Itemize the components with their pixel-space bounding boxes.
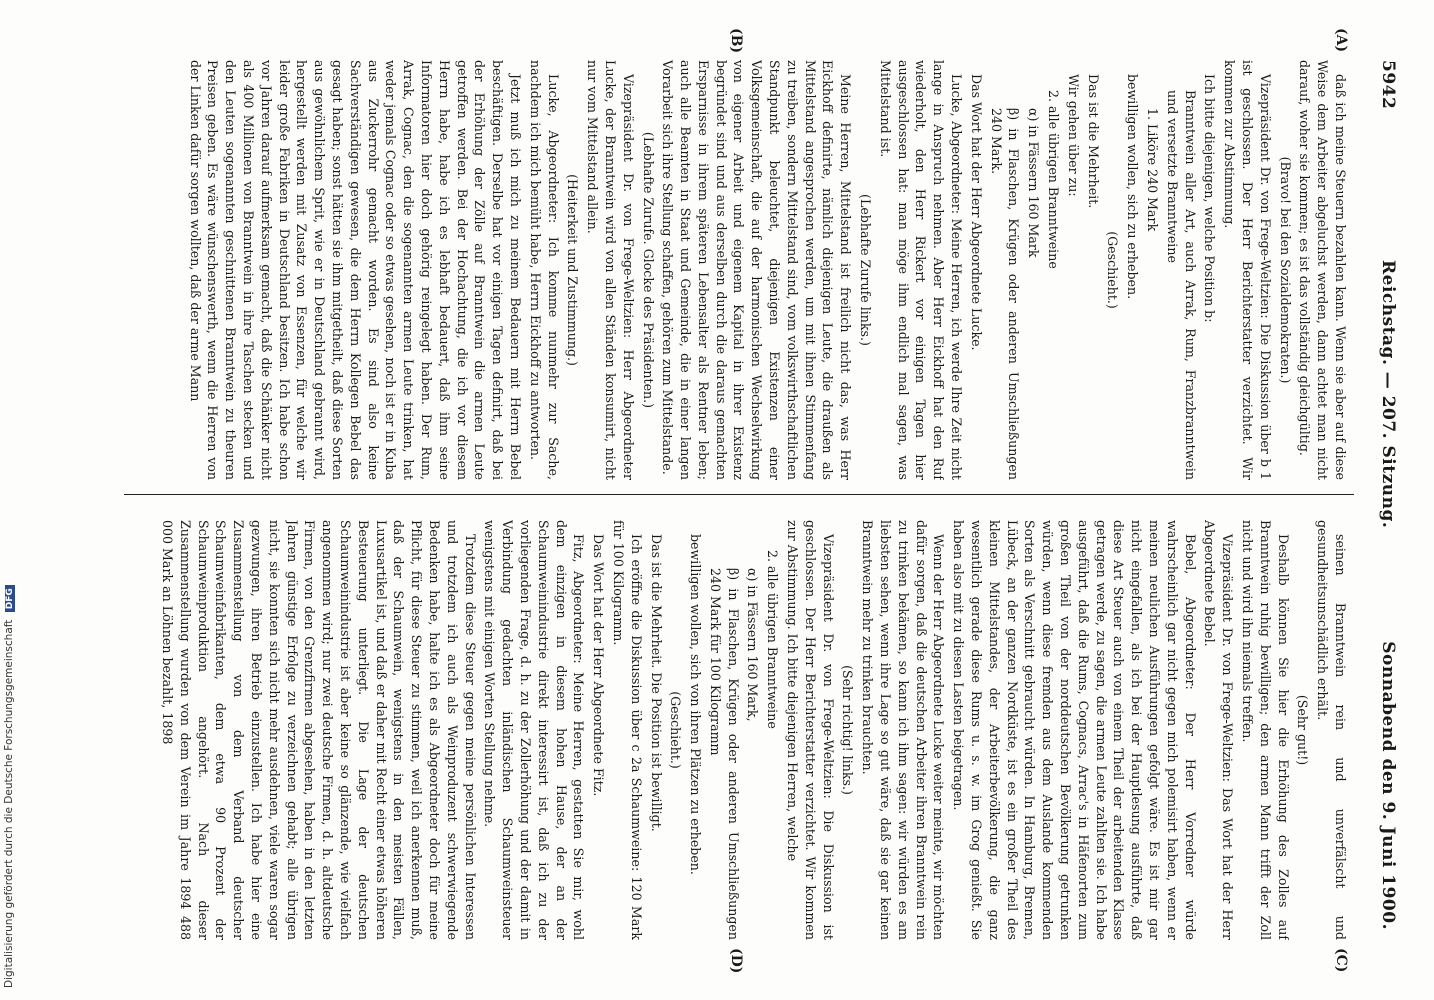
paragraph: Lucke, Abgeordneter: Meine Herren, ich werde Ihre Zeit nicht lange in Anspruch nehmen. Aber Herr Eickhoff hat den Ruf wiederholt, den Herr Rickert vor einigen Tagen hier ausgeschlossen hat: man möge ihm endlich mal sagen, was Mittelstand ist. xyxy=(877,60,965,480)
interjection: (Lebhafte Zurufe links.) xyxy=(858,194,874,346)
paragraph: Ich eröffne die Diskussion über c 2a Schaumweine: 120 Mark für 100 Kilogramm. xyxy=(610,520,644,940)
paragraph: Das Wort hat der Herr Abgeordnete Fitz. xyxy=(591,534,607,797)
interjection: (Heiterkeit und Zustimmung.) xyxy=(565,174,581,366)
paragraph: Lucke, Abgeordneter: Ich komme nunmehr zur Sache, nachdem ich mich bemüht habe, Herrn Eickhoff zu antworten. xyxy=(527,60,561,480)
page-number: 5942 xyxy=(1378,60,1398,110)
paragraph: Vizepräsident Dr. von Frege-Weltzien: Herr Abgeordneter Lucke, der Branntwein wird von allen Ständen konsumirt, nicht nur vom Mittelstand allein. xyxy=(585,60,636,480)
tariff-item: Branntwein aller Art, auch Arrak, Rum, Franzbranntwein und versetzte Branntweine xyxy=(1164,90,1198,480)
tariff-item: 2. alle übrigen Branntweine xyxy=(1046,90,1062,269)
paragraph: Das Wort hat der Herr Abgeordnete Lucke. xyxy=(968,74,984,351)
tariff-item: α) in Fässern 160 Mark xyxy=(1026,108,1042,258)
column-divider xyxy=(124,494,1354,495)
margin-marker-a: (A) xyxy=(1333,28,1349,53)
paragraph: Wenn der Herr Abgeordnete Lucke weiter meinte, wir möchten dafür sorgen, daß die deutschen Arbeiter ihren Branntwein rein zu trinken bekämen, so kann ich ihm sagen: wir würden es am liebsten sehen, wenn ihre Lage so gut wäre, daß sie gar keinen Branntwein mehr zu trinken brauchten. xyxy=(860,520,947,940)
margin-marker-d: (D) xyxy=(728,948,744,974)
paragraph: Fitz, Abgeordneter: Meine Herren, gestatten Sie mir, wohl dem einzigen in diesem hohen Hause, der an der Schaumweinindustrie direkt interessirt ist, daß ich zu der vorliegenden Frage, d. h. zu der Zollerhöhung und der damit in Verbindung gedachten inländischen Schaumweinsteuer wenigstens mit einigen Worten Stellung nehme. xyxy=(482,520,587,940)
interjection: (Sehr richtig! links.) xyxy=(840,665,856,795)
digitization-footer xyxy=(0,0,18,1000)
paragraph: Wir gehen über zu: xyxy=(1065,74,1081,197)
margin-marker-b: (B) xyxy=(728,28,744,54)
session-title: Reichstag. — 207. Sitzung. xyxy=(1378,260,1398,529)
tariff-item: 2. alle übrigen Branntweine xyxy=(765,550,781,729)
paragraph: bewilligen wollen, sich von ihren Plätzen zu erheben. xyxy=(688,534,704,875)
interjection: (Geschieht.) xyxy=(668,691,684,769)
footer-text: Digitalisierung gefördert durch die Deutsche Forschungsgemeinschaft xyxy=(3,619,15,988)
paragraph: Ich bitte diejenigen, welche Position b: xyxy=(1202,74,1218,323)
dfg-logo: DFG xyxy=(5,585,15,612)
interjection: (Sehr gut!) xyxy=(1295,694,1311,766)
right-column xyxy=(159,520,1349,940)
tariff-item: β) in Flaschen, Krügen oder anderen Umschließungen 240 Mark für 100 Kilogramm xyxy=(707,568,741,940)
left-column xyxy=(159,60,1349,480)
paragraph: Vizepräsident Dr. von Frege-Weltzien: Das Wort hat der Herr Abgeordnete Bebel. xyxy=(1202,520,1236,940)
paragraph: Vizepräsident Dr. von Frege-Weltzien: Die Diskussion ist geschlossen. Der Herr Berichterstatter verzichtet. Wir kommen zur Abstimmung. Ich bitte diejenigen Herren, welche xyxy=(785,520,836,940)
paragraph: Bebel, Abgeordneter: Der Herr Vorredner würde wahrscheinlich gar nicht gegen mich polemisirt haben, wenn er meinen neulichen Ausführungen gefolgt wäre. Es ist mir gar nicht eingefallen, als ich bei der Hauptlesung ausführte, daß diese Art Steuer auch von einem Theil der arbeitenden Klasse getragen werde, zu sagen, die armen Leute zahlten sie. Ich habe ausgeführt, daß die Rums, Cognacs, Arrac's in Häfenorten zum großen Theil von der norddeutschen Bevölkerung getrunken würden, wenn diese fremden aus dem Auslande kommenden Sorten als Verschnitt gebraucht würden. In Hamburg, Bremen, Lübeck, an der ganzen Nordküste, ist es ein großer Theil des kleinen Mittelstandes, der Arbeiterbevölkerung, die ganz wesentlich gerade diese Rums u. s. w. im Grog genießt. Sie haben also mit zu diesen Lasten beigetragen. xyxy=(951,520,1198,940)
paragraph: Trotzdem diese Steuer gegen meine persönlichen Interessen und trotzdem ich auch als Weinproduzent schwerwiegende Bedenken habe, halte ich es als Abgeordneter doch für meine Pflicht, für diese Steuer zu stimmen, weil ich anerkennen muß, daß der Schaumwein, wenigstens in den meisten Fällen, Luxusartikel ist, und daß er daher mit Recht einer etwas höheren Besteuerung unterliegt. Die Lage der deutschen Schaumweinindustrie ist aber keine so glänzende, wie vielfach angenommen wird; nur zwei deutsche Firmen, d. h. altdeutsche Firmen, von den Grenzfirmen abgesehen, haben in den letzten Jahren günstige Erfolge zu verzeichnen gehabt; alle übrigen nicht, sie konnten sich nicht mehr ausdehnen, viele waren sogar gezwungen, ihren Betrieb einzustellen. Ich habe hier eine Zusammenstellung von dem Verband deutscher Schaumweinfabrikanten, dem etwa 90 Prozent der Schaumweinproduktion angehört. Nach dieser Zusammenstellung wurden von dem Verein im Jahre 1894 488 000 Mark an Löhnen bezahlt, 1898 xyxy=(160,520,478,940)
interjection: (Geschieht.) xyxy=(1105,231,1121,309)
paragraph: Vizepräsident Dr. von Frege-Weltzien: Die Diskussion über b 1 ist geschlossen. Der Herr Berichterstatter verzichtet. Wir kommen zur Abstimmung. xyxy=(1222,60,1273,480)
tariff-item: α) in Fässern 160 Mark, xyxy=(745,568,761,722)
tariff-item: 1. Liköre 240 Mark xyxy=(1145,108,1161,232)
page-header xyxy=(1370,60,1404,940)
interjection: (Bravo! bei den Sozialdemokraten.) xyxy=(1277,156,1293,384)
margin-marker-c: (C) xyxy=(1333,948,1349,973)
paragraph: daß ich meine Steuern bezahlen kann. Wenn sie aber auf diese Weise dem Arbeiter abgeluchst werden, dann achtet man nicht darauf, woher sie kommen; es ist das vollständig gleichgültig. xyxy=(1297,60,1348,480)
paragraph: Das ist die Mehrheit. xyxy=(1085,74,1101,209)
paragraph: bewilligen wollen, sich zu erheben. xyxy=(1125,74,1141,300)
tariff-item: β) in Flaschen, Krügen oder anderen Umschließungen 240 Mark. xyxy=(988,108,1022,480)
paragraph: Deshalb können Sie hier die Erhöhung des Zolles auf Branntwein ruhig bewilligen; den armen Mann trifft der Zoll nicht und wird ihn niemals treffen. xyxy=(1240,520,1291,940)
paragraph: seinen Branntwein rein und unverfälscht und gesundheitsunschädlich erhält. xyxy=(1315,520,1348,940)
session-date: Sonnabend den 9. Juni 1900. xyxy=(1378,641,1398,930)
interjection: (Lebhafte Zurufe. Glocke des Präsidenten.) xyxy=(640,131,656,409)
paragraph: Meine Herren, Mittelstand ist freilich nicht das, was Herr Eickhoff definirte, nämlich diejenigen Leute, die draußen als Mittelstand angesprochen werden, um mit ihnen Stimmenfang zu treiben, sondern Mittelstand sind, vom volkswirthschaftlichen Standpunkt beleuchtet, diejenigen Existenzen einer Volksgemeinschaft, die auf der harmonischen Wechselwirkung von eigener Arbeit und eigenem Kapital in ihrer Existenz begründet sind und aus derselben durch die daraus gemachten Ersparnisse in ihrem späteren Lebensalter als Rentner leben; auch alle Beamten in Staat und Gemeinde, die in einer langen Vorarbeit sich ihre Stellung schaffen, gehören zum Mittelstande. xyxy=(660,60,854,480)
paragraph: Jetzt muß ich mich zu meinem Bedauern mit Herrn Bebel beschäftigen. Derselbe hat vor einigen Tagen definirt, daß bei der Erhöhung der Zölle auf Branntwein die armen Leute getroffen werden. Bei der Hochachtung, die ich vor diesem Herrn habe, habe ich es lebhaft bedauert, daß ihm seine Informatoren hier doch gehörig reingelegt haben. Der Rum, Arrak, Cognac, den die sogenannten armen Leute trinken, hat weder jemals Cognac oder so etwas gesehen, noch ist er in Kuba aus Zuckerrohr gemacht worden. Es sind also keine Sachverständigen gewesen, die dem Herrn Kollegen Bebel das gesagt haben; sonst hätten sie ihm mitgetheilt, daß diese Sorten aus gewöhnlichem Sprit, wie er in Deutschland gebrannt wird, hergestellt werden mit Zusatz von Essenzen, für welche wir leider große Fabriken in Deutschland besitzen. Ich habe schon vor Jahren darauf aufmerksam gemacht, daß die Schänker nicht als 400 Millionen von Branntwein in ihre Taschen stecken und den Leuten sogenannten geschnittenen Branntwein zu theuren Preisen geben. Es wäre wünschenswerth, wenn die Herren von der Linken dafür sorgen wollten, daß der arme Mann xyxy=(187,60,523,480)
paragraph: Das ist die Mehrheit. Die Position ist bewilligt. xyxy=(648,534,664,832)
